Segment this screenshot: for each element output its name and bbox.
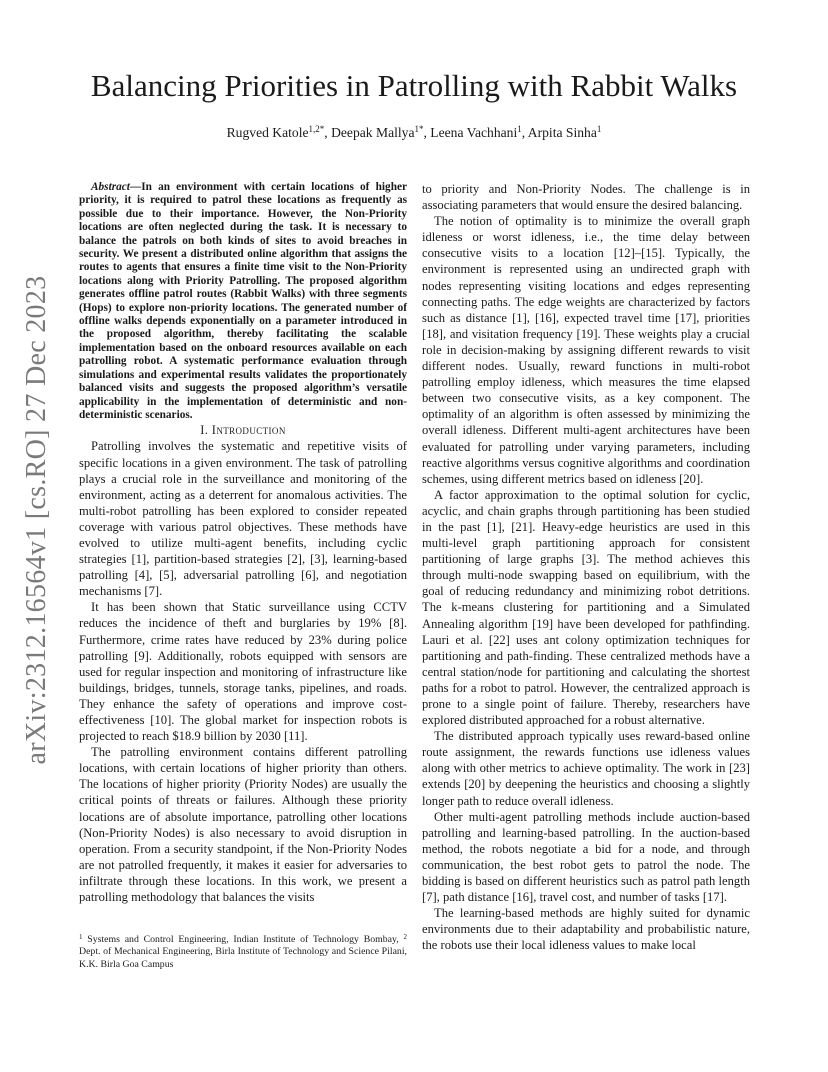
section-title: Introduction	[211, 423, 286, 438]
footnote-mark: 1	[79, 933, 83, 941]
author-separator: ,	[521, 125, 528, 140]
body-paragraph: The patrolling environment contains different patrolling locations, with certain locations of higher priority than others. The locations of higher priority (Priority Nodes) are usually the critical points of threats or failures. Although these priority locations are of absolute importance, patrolling other locations (Non-Priority Nodes) is also necessary to avoid disruption in operation. From a security standpoint, if the Non-Priority Nodes are not patrolled frequently, it makes it easier for adversaries to infiltrate through these locations. In this work, we present a patrolling methodology that balances the visits	[79, 745, 407, 905]
author-separator: ,	[423, 125, 431, 140]
body-paragraph: The notion of optimality is to minimize the overall graph idleness or worst idleness, i.e., the time delay between consecutive visits to a location [12]–[15]. Typically, the environment is represented using an undirected graph with nodes representing visiting locations and edges representing connecting paths. The edge weights are characterized by factors such as distance [1], [16], expected travel time [17], priorities [18], and visitation frequency [19]. These weights play a crucial role in decision-making by assigning different rewards to visit different nodes. Usually, reward functions in multi-robot patrolling employ idleness, which measures the time elapsed between two consecutive visits, as a key component. The optimality of an algorithm is often assessed by minimizing the overall idleness. Different multi-agent architectures have been evaluated for patrolling under varying parameters, including reactive algorithms versus cognitive algorithms and coordination schemes, using different metrics based on idleness [20].	[422, 214, 750, 486]
author-name: Arpita Sinha	[527, 125, 597, 140]
body-paragraph: Patrolling involves the systematic and repetitive visits of specific locations in a given environment. The task of patrolling plays a crucial role in the surveillance and monitoring of the environment, acting as a deterrent for anomalous activities. The multi-robot patrolling has been explored to consider repeated coverage with various patrol objectives. These methods have evolved to utilize multi-agent benefits, including cyclic strategies [1], partition-based strategies [2], [3], learning-based patrolling [4], [5], adversarial patrolling [6], and negotiation mechanisms [7].	[79, 439, 407, 599]
author-affiliation: 1	[596, 124, 602, 134]
abstract	[79, 181, 407, 422]
abstract-label: Abstract	[91, 181, 130, 193]
body-paragraph: The learning-based methods are highly suited for dynamic environments due to their adaptability and probabilistic nature, the robots use their local idleness values to make local	[422, 906, 750, 953]
arxiv-identifier-text: arXiv:2312.16564v1 [cs.RO] 27 Dec 2023	[21, 275, 52, 765]
section-heading	[79, 422, 407, 438]
abstract-text: —In an environment with certain locations of higher priority, it is required to patrol these locations as frequently as possible due to their importance. However, the Non-Priority locations are often neglected during the task. It is necessary to balance the patrols on both kinds of sites to avoid breaches in security. We present a distributed online algorithm that assigns the routes to agents that ensures a finite time visit to the Non-Priority locations along with Priority Patrolling. The proposed algorithm generates offline patrol routes (Rabbit Walks) with three segments (Hops) to explore non-priority locations. The generated number of offline walks depends exponentially on a parameter introduced in the proposed algorithm, thereby facilitating the scalable implementation based on the onboard resources available on each patrolling robot. A systematic performance evaluation through simulations and experimental results validates the proportionately balanced visits and suggests the proposed algorithm’s versatile applicability in the implementation of deterministic and non-deterministic scenarios.	[79, 181, 407, 421]
footnote	[79, 934, 407, 971]
author-name: Deepak Mallya	[331, 125, 415, 140]
body-paragraph: The distributed approach typically uses reward-based online route assignment, the rewards functions use idleness values along with other metrics to achieve optimality. The work in [23] extends [20] by deepening the heuristics and choosing a slightly longer path to reduce overall idleness.	[422, 729, 750, 808]
footnote-mark: 2	[403, 933, 407, 941]
section-number: I.	[200, 423, 212, 438]
footnote-text: Systems and Control Engineering, Indian Institute of Technology Bombay,	[82, 934, 404, 945]
body-paragraph: It has been shown that Static surveillance using CCTV reduces the incidence of theft and burglaries by 19% [8]. Furthermore, crime rates have reduced by 23% during police patrolling [9]. Additionally, robots equipped with sensors are used for regular inspection and monitoring of infrastructure like buildings, bridges, tunnels, storage tanks, pipelines, and roads. They enhance the safety of operations and improve cost-effectiveness [10]. The global market for inspection robots is projected to reach $18.9 billion by 2030 [11].	[79, 600, 407, 744]
author-affiliation: 1	[517, 124, 522, 134]
body-paragraph-continued: to priority and Non-Priority Nodes. The challenge is in associating parameters that would ensure the desired balancing.	[422, 182, 750, 213]
body-paragraph: A factor approximation to the optimal solution for cyclic, acyclic, and chain graphs through partitioning has been studied in the past [1], [21]. Heavy-edge heuristics are used in this multi-level graph partitioning approach for consistent partitioning of large graphs [3]. The method achieves this through multi-node swapping based on equilibrium, with the goal of reducing redundancy and minimizing robot detritions. The k-means clustering for partitioning and a Simulated Annealing algorithm [19] have been developed for pathfinding. Lauri et al. [22] uses ant colony optimization techniques for partitioning and path-finding. These centralized methods have a central station/node for partitioning and calculating the shortest paths for a robot to patrol. However, the centralized approach is prone to a single point of failure. Thereby, researchers have explored distributed approached for a robust alternative.	[422, 487, 750, 728]
author-list	[0, 124, 828, 142]
author-affiliation: 1,2*	[308, 124, 325, 134]
author-name: Rugved Katole	[226, 125, 309, 140]
right-column	[422, 181, 750, 954]
arxiv-identifier	[21, 275, 52, 765]
footnote-text: Dept. of Mechanical Engineering, Birla Institute of Technology and Science Pilani, K.K. Birla Goa Campus	[79, 946, 407, 970]
left-column	[79, 181, 407, 905]
author-separator: ,	[324, 125, 332, 140]
paper-title: Balancing Priorities in Patrolling with Rabbit Walks	[90, 68, 738, 103]
author-name: Leena Vachhani	[430, 125, 518, 140]
author-affiliation: 1*	[414, 124, 424, 134]
body-paragraph: Other multi-agent patrolling methods include auction-based patrolling and learning-based patrolling. In the auction-based method, the robots negotiate a bid for a node, and through communication, the best robot gets to patrol the node. The bidding is based on different heuristics such as patrol path length [7], path distance [16], travel cost, and number of tasks [17].	[422, 809, 750, 905]
